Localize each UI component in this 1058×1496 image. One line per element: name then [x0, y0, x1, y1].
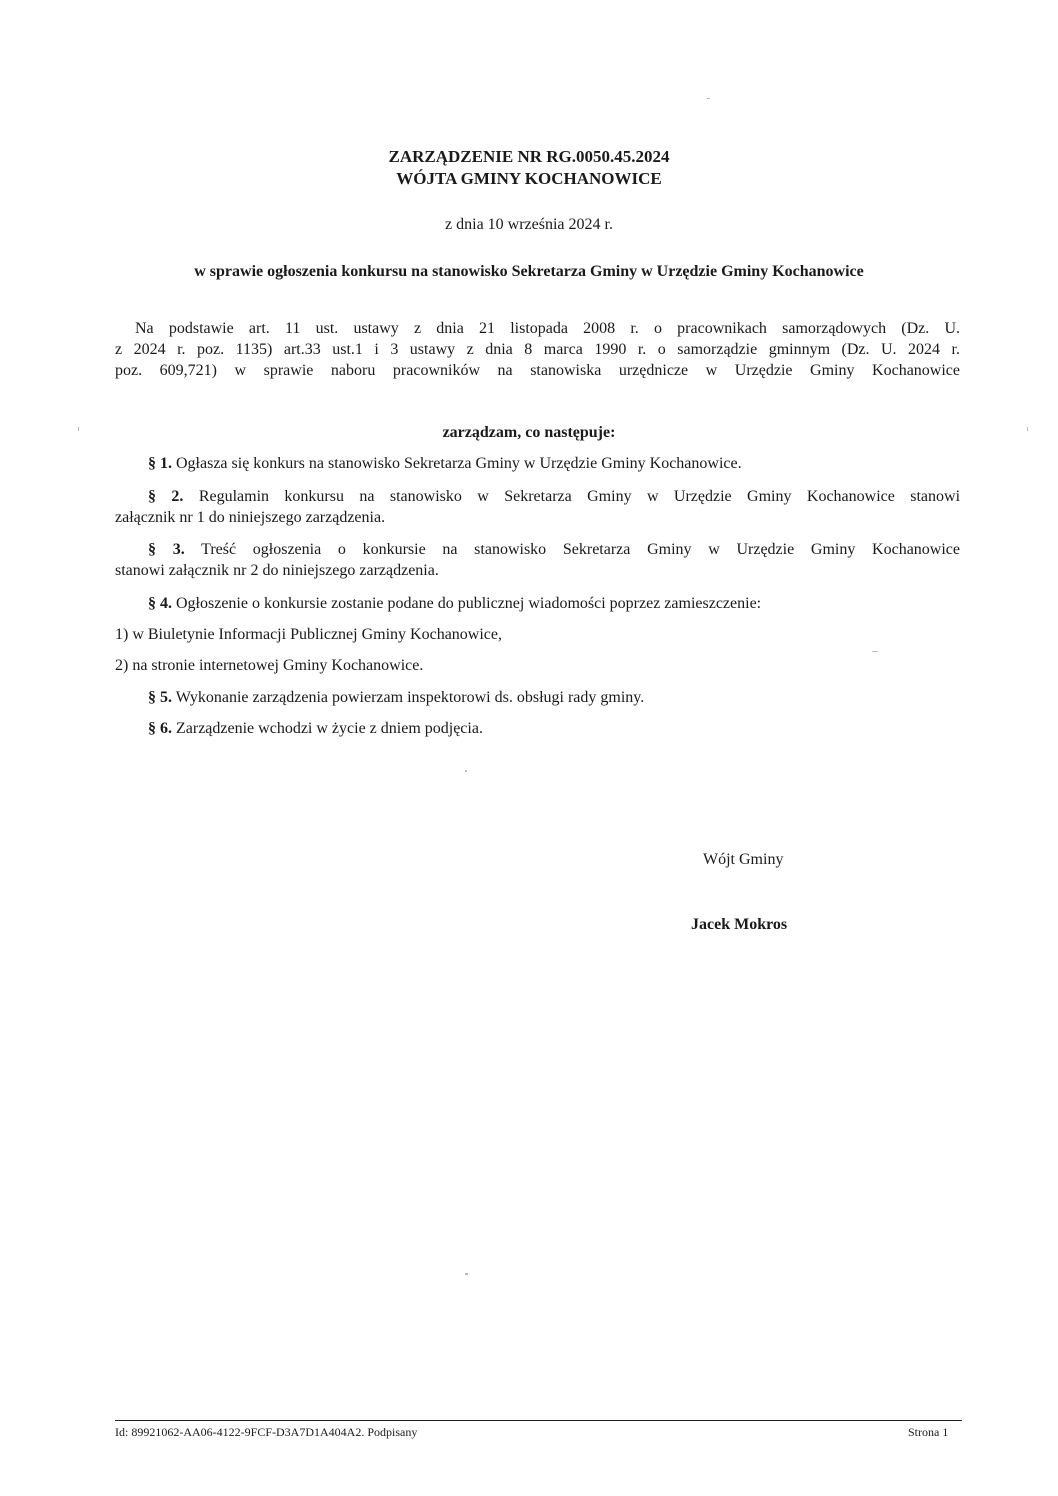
preamble-line: poz. 609,721) w sprawie naboru pracowników na stanowiska urzędnicze w Urzędzie Gminy Kochanowice — [115, 362, 960, 379]
section-1 — [115, 453, 960, 474]
section-text: Regulamin konkursu na stanowisko w Sekretarza Gminy w Urzędzie Gminy Kochanowice stanowi — [198, 488, 961, 505]
footer-document-id: Id: 89921062-AA06-4122-9FCF-D3A7D1A404A2. Podpisany — [115, 1425, 418, 1439]
preamble-line: z 2024 r. poz. 1135) art.33 ust.1 i 3 ustawy z dnia 8 marca 1990 r. o samorządzie gminnym (Dz. U. 2024 r. — [115, 341, 960, 358]
footer-divider — [115, 1420, 962, 1421]
scan-speck — [78, 427, 79, 431]
list-item: 1) w Biuletynie Informacji Publicznej Gminy Kochanowice, — [115, 626, 503, 643]
footer-page-number: Strona 1 — [908, 1425, 949, 1439]
scan-speck — [707, 98, 710, 99]
preamble-line: Na podstawie art. 11 ust. ustawy z dnia 21 listopada 2008 r. o pracownikach samorządowych (Dz. U. — [135, 320, 960, 337]
section-mark: § 5. — [148, 689, 172, 706]
document-subject: w sprawie ogłoszenia konkursu na stanowisko Sekretarza Gminy w Urzędzie Gminy Kochanowice — [194, 263, 864, 280]
section-mark: § 4. — [148, 595, 172, 612]
section-3 — [115, 539, 960, 581]
preamble — [115, 318, 960, 381]
section-mark: § 1. — [148, 455, 172, 472]
section-text: Ogłasza się konkurs na stanowisko Sekretarza Gminy w Urzędzie Gminy Kochanowice. — [176, 455, 742, 472]
section-6 — [115, 718, 960, 739]
scan-speck — [465, 770, 467, 772]
section-text: stanowi załącznik nr 2 do niniejszego zarządzenia. — [115, 562, 439, 579]
list-item: 2) na stronie internetowej Gminy Kochanowice. — [115, 657, 424, 674]
signature-name: Jacek Mokros — [691, 916, 788, 933]
section-text: załącznik nr 1 do niniejszego zarządzenia. — [115, 509, 386, 526]
document-title-line2: WÓJTA GMINY KOCHANOWICE — [396, 169, 662, 188]
signature-role: Wójt Gminy — [703, 851, 784, 868]
section-5 — [115, 687, 960, 708]
section-mark: § 3. — [148, 541, 185, 558]
section-text: Treść ogłoszenia o konkursie na stanowisko Sekretarza Gminy w Urzędzie Gminy Kochanowice — [201, 541, 960, 558]
section-mark: § 6. — [148, 720, 172, 737]
document-date: z dnia 10 września 2024 r. — [445, 216, 613, 233]
scan-speck — [465, 1273, 468, 1275]
section-text: Zarządzenie wchodzi w życie z dniem podjęcia. — [176, 720, 483, 737]
publication-list — [115, 624, 960, 645]
document-title-line1: ZARZĄDZENIE NR RG.0050.45.2024 — [388, 147, 670, 166]
section-2 — [115, 486, 960, 528]
publication-list-2 — [115, 655, 960, 676]
section-mark: § 2. — [148, 488, 184, 505]
section-text: Wykonanie zarządzenia powierzam inspektorowi ds. obsługi rady gminy. — [175, 689, 645, 706]
scan-speck — [872, 651, 878, 652]
decree-heading: zarządzam, co następuje: — [442, 424, 616, 441]
scan-speck — [1027, 427, 1028, 431]
section-4 — [115, 593, 960, 614]
section-text: Ogłoszenie o konkursie zostanie podane do publicznej wiadomości poprzez zamieszczenie: — [176, 595, 762, 612]
